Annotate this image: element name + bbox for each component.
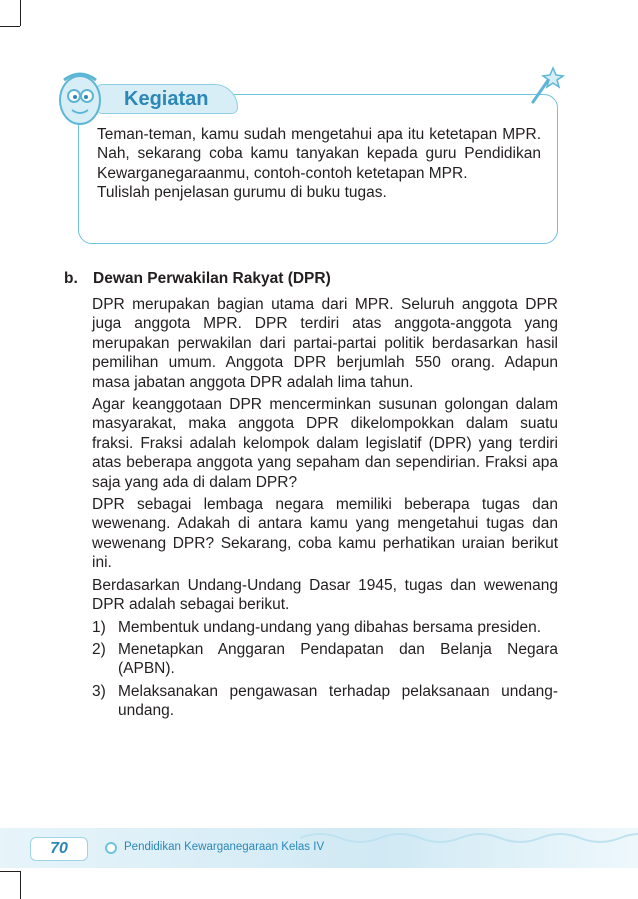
body-paragraph: Berdasarkan Undang-Undang Dasar 1945, tugas dan wewenang DPR adalah sebagai berikut. [92, 576, 558, 614]
activity-text [97, 125, 541, 203]
activity-title: Kegiatan [124, 88, 209, 110]
crop-mark-bottom-left-v [20, 871, 21, 899]
duties-list [92, 618, 558, 721]
mascot-icon [54, 68, 106, 130]
list-item [92, 618, 558, 637]
crop-mark-bottom-left-h [0, 871, 20, 872]
crop-mark-top-left-h [0, 26, 20, 27]
activity-paragraph: Tulislah penjelasan gurumu di buku tugas. [97, 184, 387, 202]
activity-paragraph: Teman-teman, kamu sudah mengetahui apa itu ketetapan MPR. Nah, sekarang coba kamu tanyakan kepada guru Pendidikan Kewarganegaraanmu, contoh-contoh ketetapan MPR. [97, 126, 541, 182]
crop-mark-top-left-v [20, 0, 21, 26]
section-title: Dewan Perwakilan Rakyat (DPR) [93, 270, 331, 287]
list-item-text: Membentuk undang-undang yang dibahas bersama presiden. [118, 618, 542, 636]
magic-wand-icon [525, 66, 565, 106]
section-letter: b. [64, 270, 78, 287]
page-number: 70 [30, 837, 88, 861]
list-item-number: 2) [92, 640, 106, 658]
section-body [92, 295, 558, 724]
footer-wave-decoration [300, 828, 638, 846]
body-paragraph: Agar keanggotaan DPR mencerminkan susunan golongan dalam masyarakat, maka anggota DPR dikelompokkan dalam suatu fraksi. Fraksi adalah kelompok dalam legislatif (DPR) yang terdiri atas beberapa anggota yang sepaham dan sependirian. Fraksi apa saja yang ada di dalam DPR? [92, 396, 558, 491]
list-item-number: 1) [92, 618, 106, 636]
list-item [92, 682, 558, 721]
list-item-number: 3) [92, 682, 106, 700]
footer-book-title: Pendidikan Kewarganegaraan Kelas IV [124, 841, 325, 853]
body-paragraph: DPR merupakan bagian utama dari MPR. Seluruh anggota DPR juga anggota MPR. DPR terdiri atas anggota-anggota yang merupakan perwakilan dari partai-partai politik berdasarkan hasil pemilihan umum. Anggota DPR berjumlah 550 orang. Adapun masa jabatan anggota DPR adalah lima tahun. [92, 296, 558, 391]
list-item-text: Menetapkan Anggaran Pendapatan dan Belanja Negara (APBN). [118, 640, 558, 678]
list-item [92, 640, 558, 679]
list-item-text: Melaksanakan pengawasan terhadap pelaksanaan undang-undang. [118, 682, 558, 720]
section-heading [64, 270, 331, 288]
body-paragraph: DPR sebagai lembaga negara memiliki beberapa tugas dan wewenang. Adakah di antara kamu yang mengetahui tugas dan wewenang DPR? Sekarang, coba kamu perhatikan uraian berikut ini. [92, 496, 558, 572]
footer-bullet-icon [105, 842, 117, 854]
